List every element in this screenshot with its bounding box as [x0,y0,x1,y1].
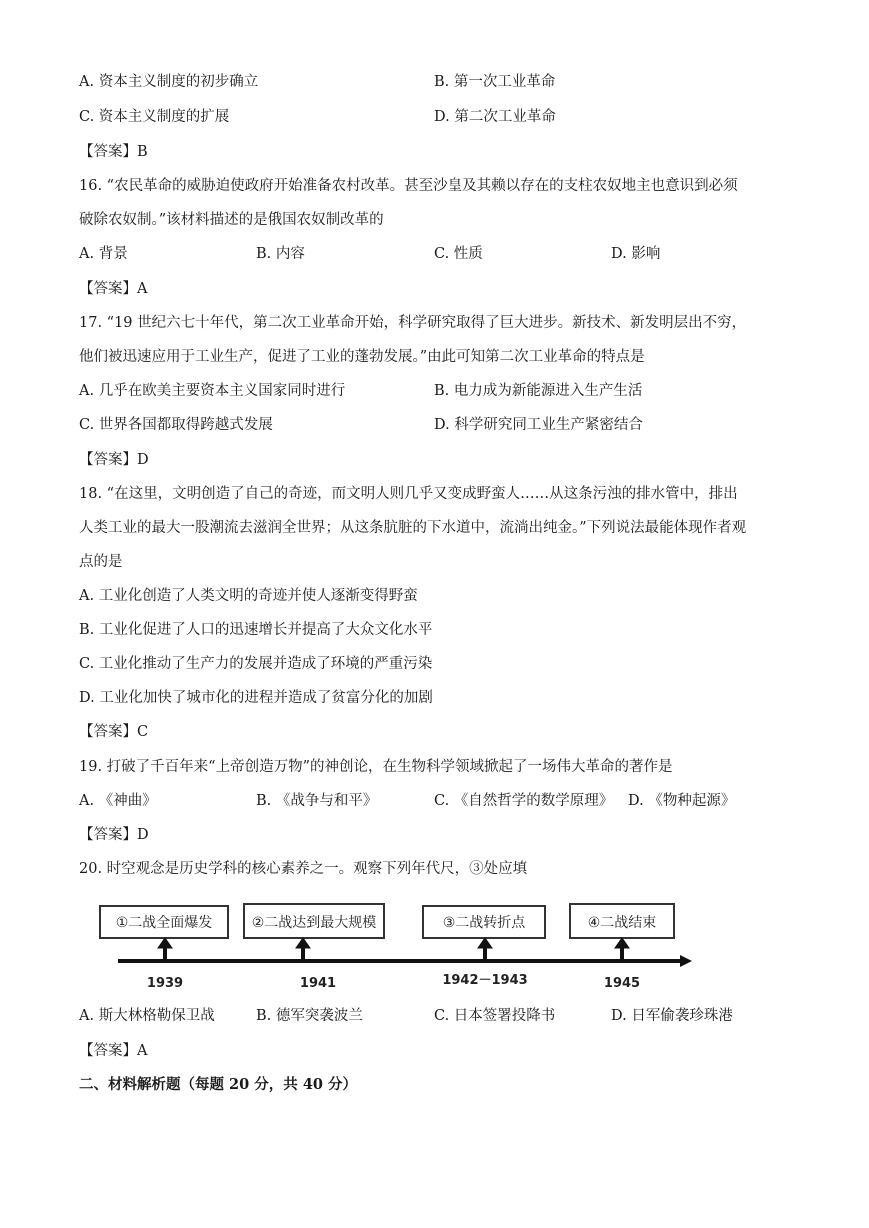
q18-option-d: D. 工业化加快了城市化的进程并造成了贫富分化的加剧 [79,690,433,706]
timeline-year-1: 1939 [146,976,184,991]
q18-answer: 【答案】C [79,724,149,740]
q15-option-c: C. 资本主义制度的扩展 [79,109,230,125]
q20-answer: 【答案】A [79,1043,148,1059]
q15-answer: 【答案】B [79,144,148,160]
q17-option-b: B. 电力成为新能源进入生产生活 [434,383,643,399]
timeline-label-1: ①二战全面爆发 [115,915,213,931]
q17-stem-line1: 17. “19 世纪六七十年代，第二次工业革命开始，科学研究取得了巨大进步。新技术、新发明层出不穷， [79,315,747,331]
q17-answer: 【答案】D [79,452,149,468]
timeline-label-4: ④二战结束 [587,915,657,931]
q16-option-d: D. 影响 [611,246,661,262]
q19-option-a: A. 《神曲》 [79,793,157,809]
timeline-axis-arrow-icon [680,955,692,967]
timeline-diagram [92,884,700,994]
q16-answer: 【答案】A [79,281,148,297]
q19-option-b: B. 《战争与和平》 [256,793,378,809]
timeline-year-3: 1942－1943 [442,973,528,988]
q16-option-b: B. 内容 [256,246,305,262]
timeline-label-2: ②二战达到最大规模 [251,915,377,931]
section-2-title: 二、材料解析题（每题 20 分，共 40 分） [79,1076,358,1093]
q18-stem-line3: 点的是 [79,554,123,570]
q16-option-a: A. 背景 [79,246,128,262]
q17-stem-line2: 他们被迅速应用于工业生产，促进了工业的蓬勃发展。”由此可知第二次工业革命的特点是 [79,349,645,365]
timeline-pointer-head-1 [158,938,172,948]
timeline-pointer-head-3 [478,938,492,948]
q16-option-c: C. 性质 [434,246,483,262]
q19-stem: 19. 打破了千百年来“上帝创造万物”的神创论，在生物科学领域掀起了一场伟大革命的著作是 [79,759,673,775]
q18-stem-line2: 人类工业的最大一股潮流去滋润全世界；从这条肮脏的下水道中，流淌出纯金。”下列说法最能体现作者观 [79,520,747,536]
timeline-year-4: 1945 [603,976,641,991]
q16-stem-line2: 破除农奴制。”该材料描述的是俄国农奴制改革的 [79,212,384,228]
q15-option-d: D. 第二次工业革命 [434,109,556,125]
timeline-year-2: 1941 [299,976,337,991]
q17-option-a: A. 几乎在欧美主要资本主义国家同时进行 [79,383,346,399]
q20-option-c: C. 日本签署投降书 [434,1008,556,1024]
q17-option-d: D. 科学研究同工业生产紧密结合 [434,417,643,433]
q19-answer: 【答案】D [79,827,149,843]
q20-option-b: B. 德军突袭波兰 [256,1008,363,1024]
timeline-pointer-head-4 [615,938,629,948]
q15-option-a: A. 资本主义制度的初步确立 [79,74,259,90]
timeline-label-3: ③二战转折点 [442,915,526,931]
q18-stem-line1: 18. “在这里，文明创造了自己的奇迹，而文明人则几乎又变成野蛮人……从这条污浊的排水管中，排出 [79,486,738,502]
q20-option-a: A. 斯大林格勒保卫战 [79,1008,215,1024]
q18-option-b: B. 工业化促进了人口的迅速增长并提高了大众文化水平 [79,622,433,638]
q20-stem: 20. 时空观念是历史学科的核心素养之一。观察下列年代尺，③处应填 [79,861,528,877]
q19-option-c: C. 《自然哲学的数学原理》 [434,793,614,809]
timeline-pointer-head-2 [296,938,310,948]
q15-option-b: B. 第一次工业革命 [434,74,556,90]
q18-option-c: C. 工业化推动了生产力的发展并造成了环境的严重污染 [79,656,433,672]
q16-stem-line1: 16. “农民革命的威胁迫使政府开始准备农村改革。甚至沙皇及其赖以存在的支柱农奴地主也意识到必须 [79,178,738,194]
q20-option-d: D. 日军偷袭珍珠港 [611,1008,733,1024]
q19-option-d: D. 《物种起源》 [628,793,736,809]
q18-option-a: A. 工业化创造了人类文明的奇迹并使人逐渐变得野蛮 [79,588,418,604]
q17-option-c: C. 世界各国都取得跨越式发展 [79,417,273,433]
